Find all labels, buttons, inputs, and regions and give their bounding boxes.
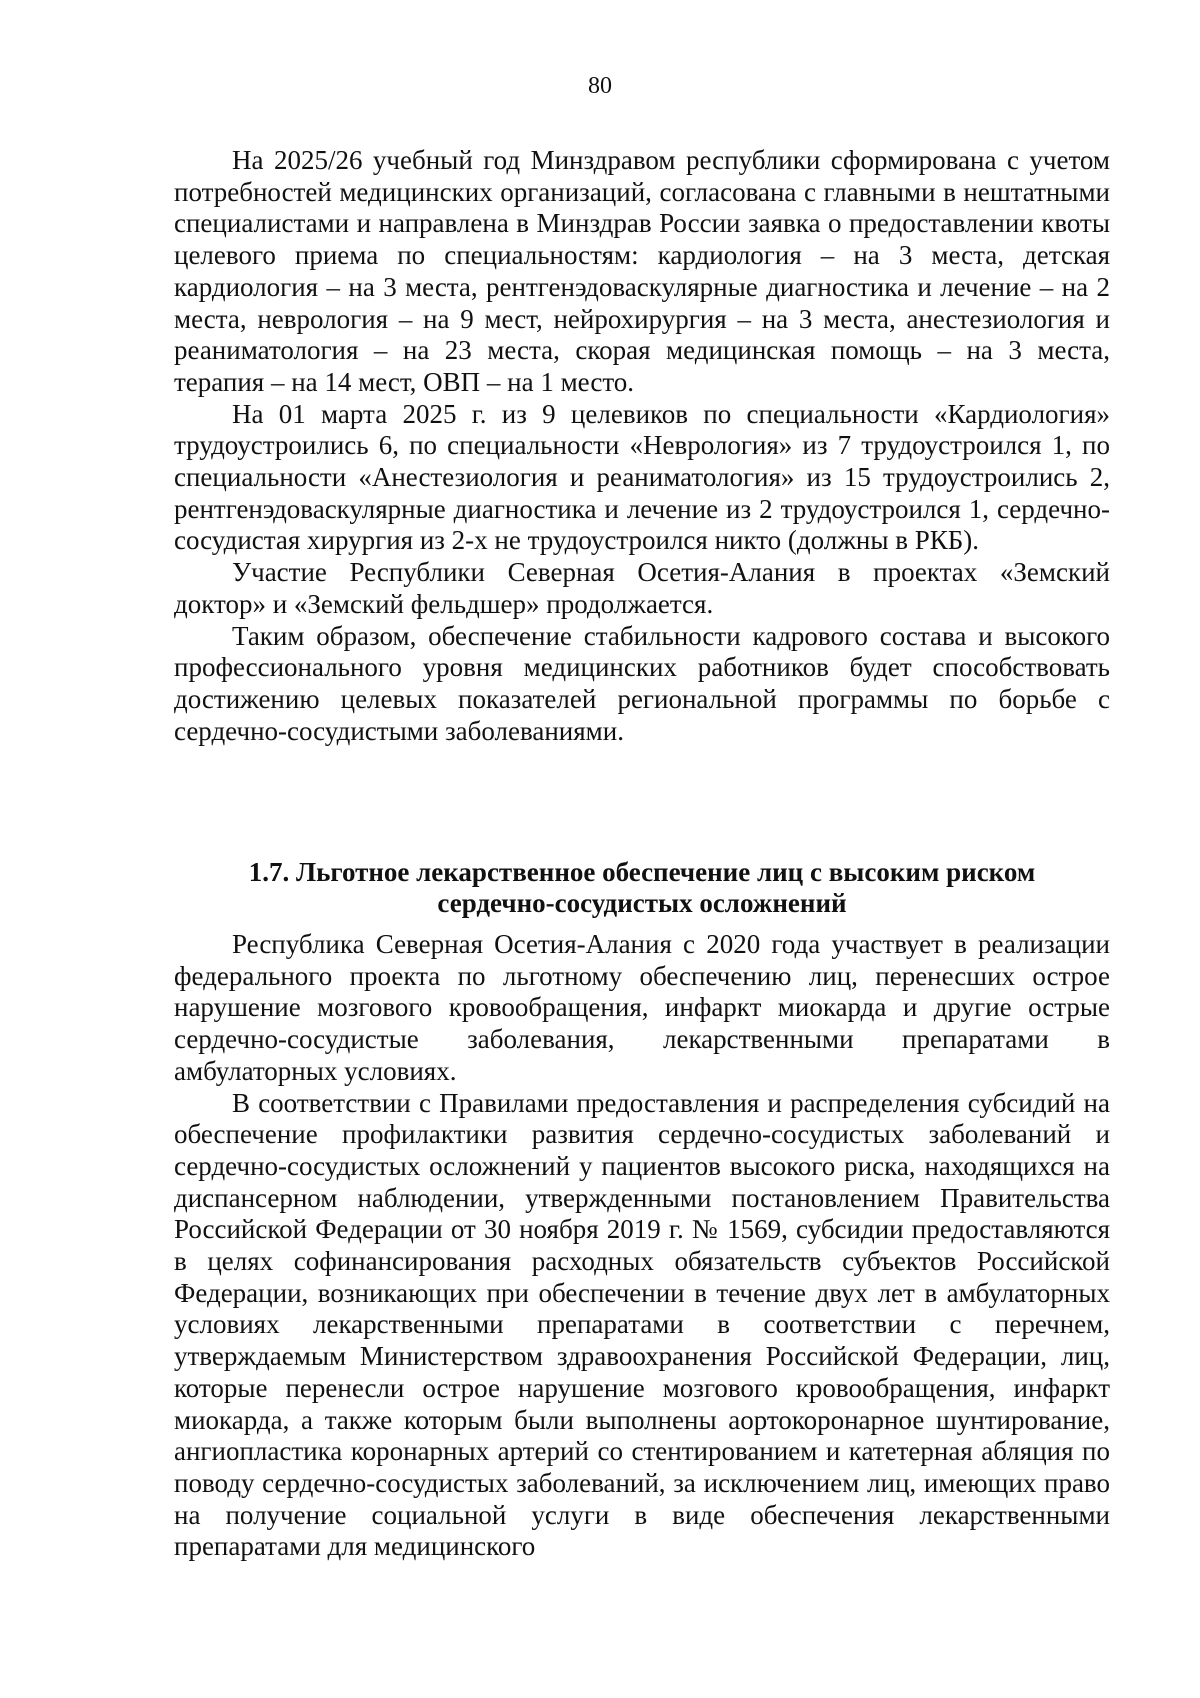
paragraph-target-quota: На 2025/26 учебный год Минздравом республики сформирована с учетом потребностей медицинских организаций, согласована с главными в нештатными специалистами и направлена в Минздрав России заявка о предоставлении квоты целевого приема по специальностям: кардиология – на 3 места, детская кардиология – на 3 места, рентгенэдоваскулярные диагностика и лечение – на 2 места, неврология – на 9 мест, нейрохирургия – на 3 места, анестезиология и реаниматология – на 23 места, скорая медицинская помощь – на 3 места, терапия – на 14 мест, ОВП – на 1 место. — [174, 145, 1110, 397]
section-heading-line-1: 1.7. Льготное лекарственное обеспечение лиц с высоким риском — [248, 857, 1036, 887]
paragraph-conclusion: Таким образом, обеспечение стабильности кадрового состава и высокого профессионального уровня медицинских работников будет способствовать достижению целевых показателей региональной программы по борьбе с сердечно-сосудистыми заболеваниями. — [174, 620, 1110, 746]
section-heading — [174, 857, 1110, 919]
section-two — [174, 857, 1110, 1563]
paragraph-subsidy-rules: В соответствии с Правилами предоставления и распределения субсидий на обеспечение профилактики развития сердечно-сосудистых заболеваний и сердечно-сосудистых осложнений у пациентов высокого риска, находящихся на диспансерном наблюдении, утвержденными постановлением Правительства Российской Федерации от 30 ноября 2019 г. № 1569, субсидии предоставляются в целях софинансирования расходных обязательств субъектов Российской Федерации, возникающих при обеспечении в течение двух лет в амбулаторных условиях лекарственными препаратами в соответствии с перечнем, утверждаемым Министерством здравоохранения Российской Федерации, лиц, которые перенесли острое нарушение мозгового кровообращения, инфаркт миокарда, а также которым были выполнены аортокоронарное шунтирование, ангиопластика коронарных артерий со стентированием и катетерная абляция по поводу сердечно-сосудистых заболеваний, за исключением лиц, имеющих право на получение социальной услуги в виде обеспечения лекарственными препаратами для медицинского — [174, 1087, 1110, 1562]
page-number: 80 — [588, 73, 612, 99]
section-heading-line-2: сердечно-сосудистых осложнений — [437, 888, 847, 918]
paragraph-federal-project: Республика Северная Осетия-Алания с 2020 года участвует в реализации федерального проекта по льготному обеспечению лиц, перенесших острое нарушение мозгового кровообращения, инфаркт миокарда и другие острые сердечно-сосудистые заболевания, лекарственными препаратами в амбулаторных условиях. — [174, 929, 1110, 1086]
section-one — [174, 145, 1110, 747]
paragraph-employment-status: На 01 марта 2025 г. из 9 целевиков по специальности «Кардиология» трудоустроились 6, по специальности «Неврология» из 7 трудоустроился 1, по специальности «Анестезиология и реаниматология» из 15 трудоустроились 2, рентгенэдоваскулярные диагностика и лечение из 2 трудоустроился 1, сердечно-сосудистая хирургия из 2-х не трудоустроился никто (должны в РКБ). — [174, 398, 1110, 556]
paragraph-zemsky-projects: Участие Республики Северная Осетия-Алания в проектах «Земский доктор» и «Земский фельдшер» продолжается. — [174, 557, 1110, 619]
heading-spacer — [174, 919, 1110, 929]
